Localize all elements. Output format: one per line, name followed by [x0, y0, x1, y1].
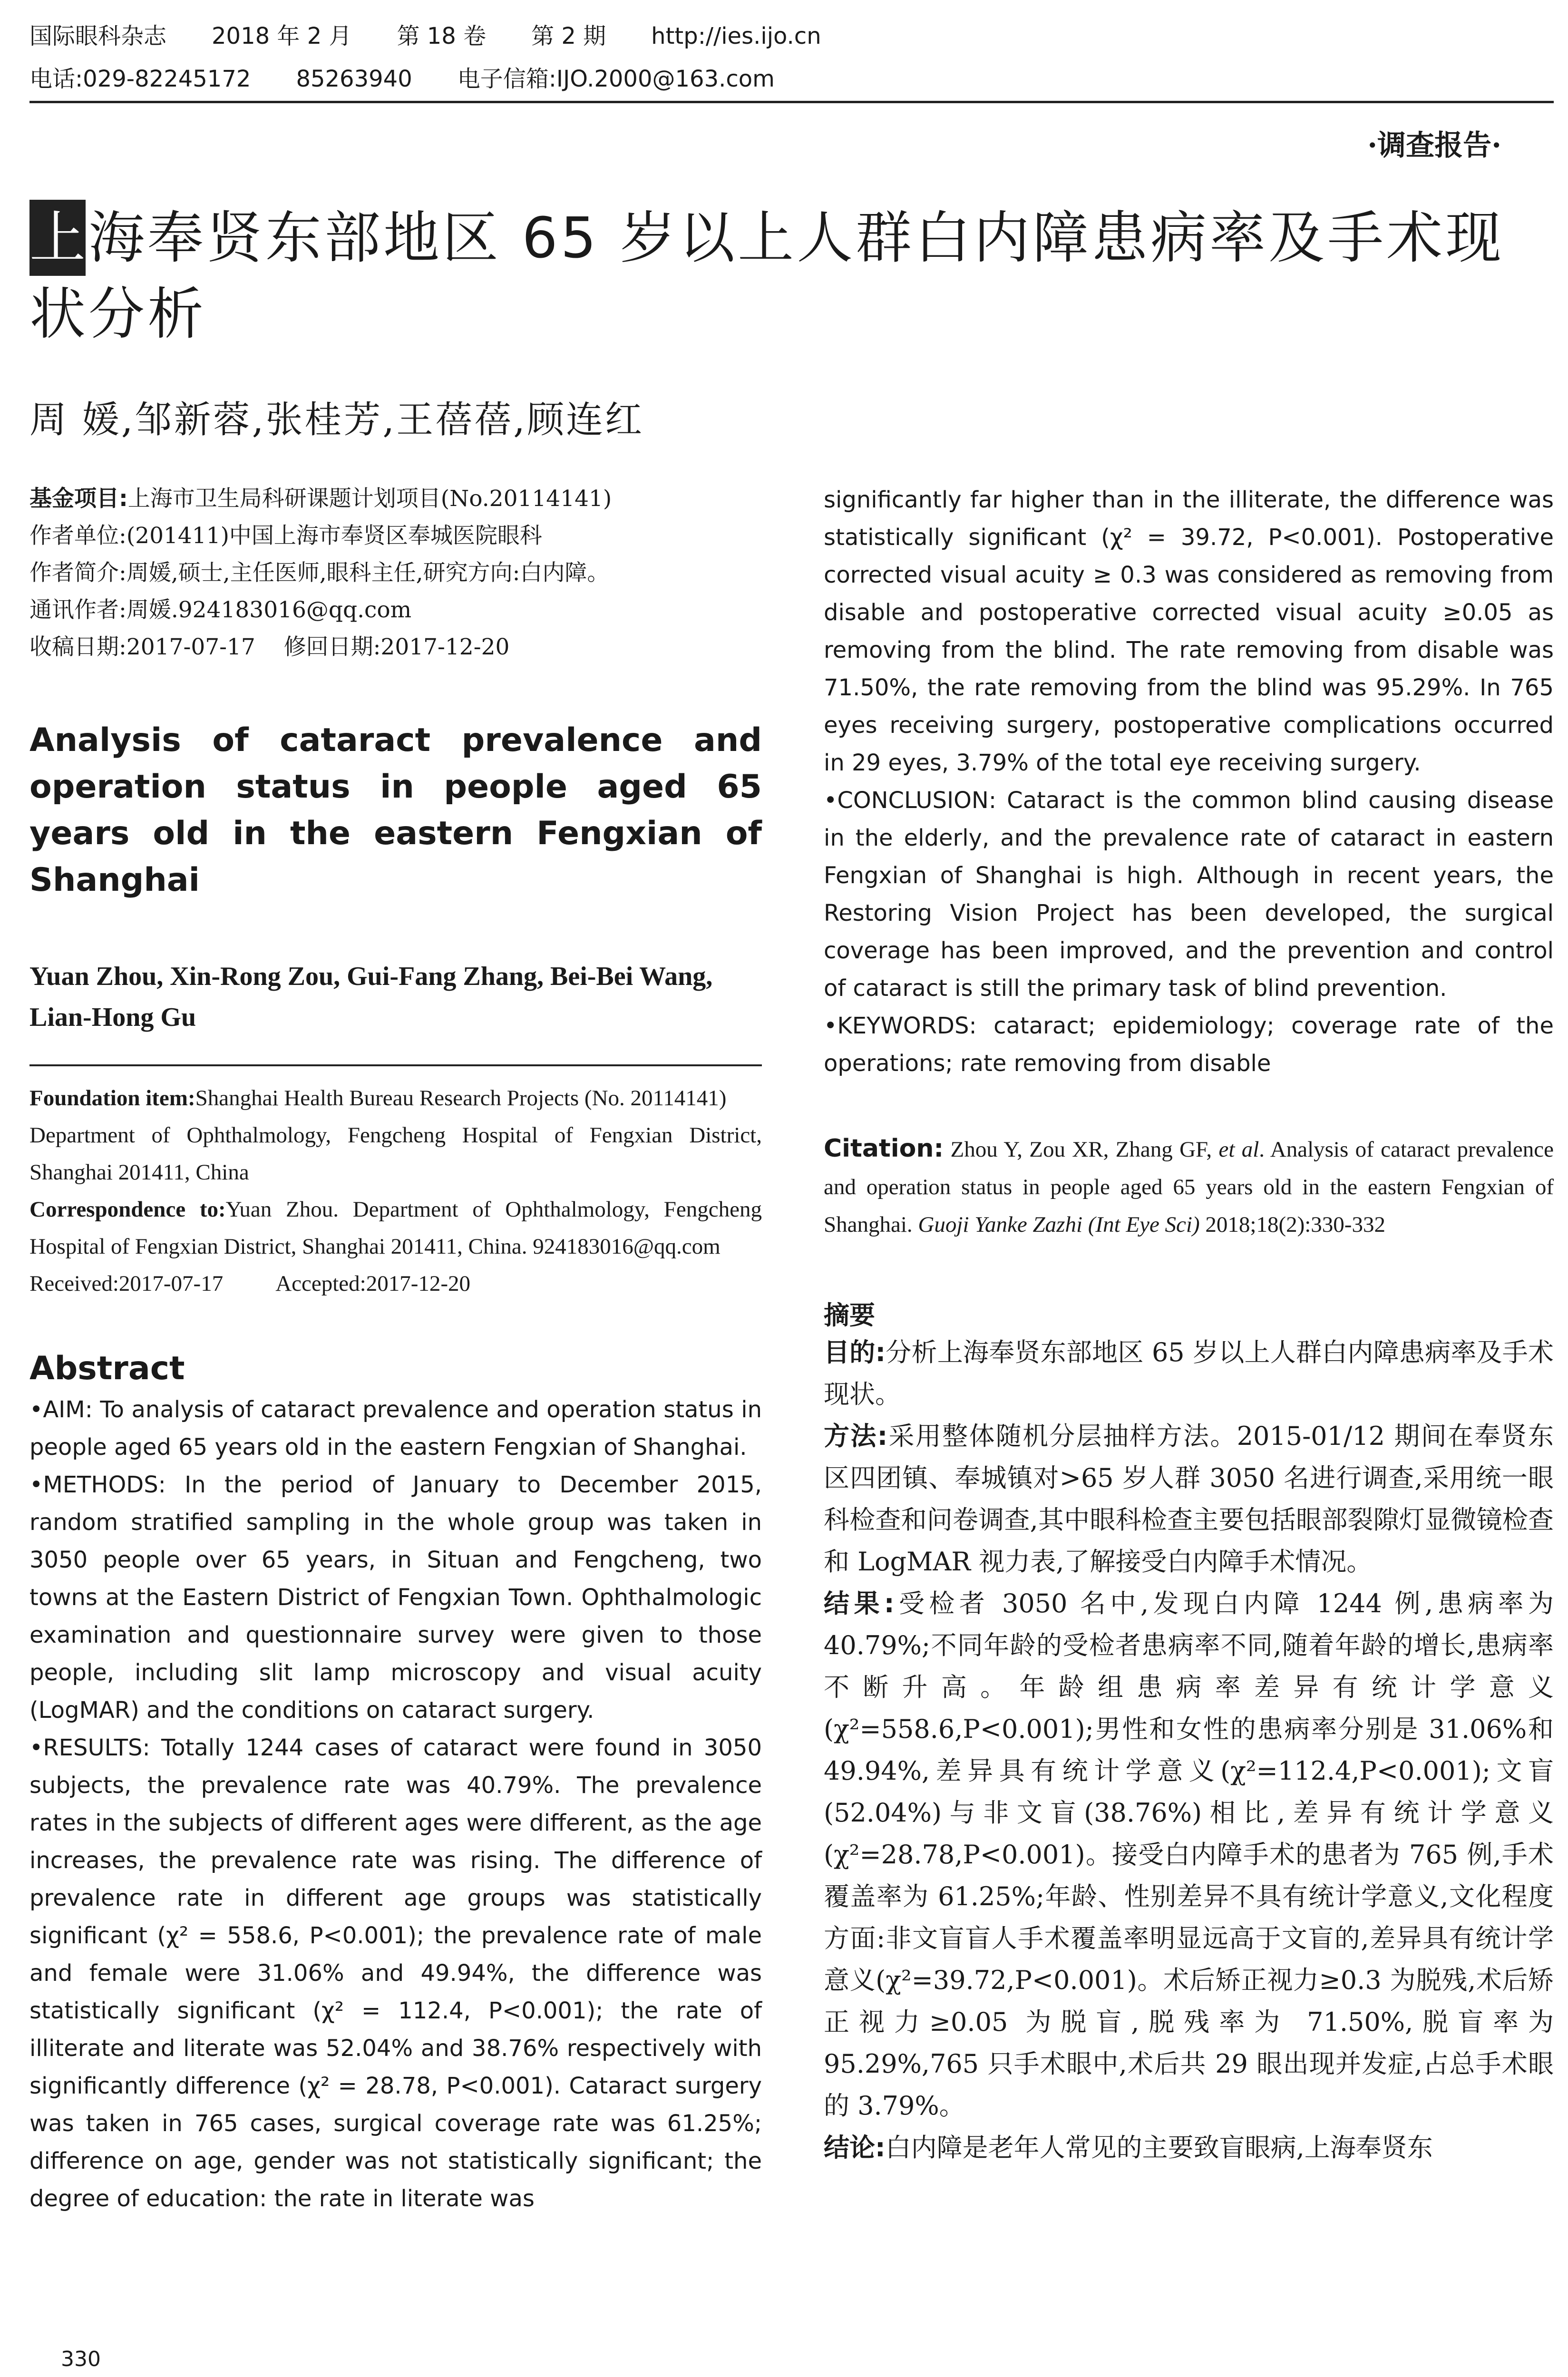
cn-abstract — [824, 1332, 1554, 2169]
issue-date: 2018 年 2 月 — [212, 23, 352, 49]
cn-abstract-conclusion: 结论:白内障是老年人常见的主要致盲眼病,上海奉贤东 — [824, 2133, 1433, 2163]
abstract-aim: •AIM: To analysis of cataract prevalence and operation status in people aged 65 years old in the eastern Fengxian of Shanghai. — [29, 1396, 762, 1461]
journal-name: 国际眼科杂志 — [29, 23, 167, 49]
email[interactable]: 电子信箱:IJO.2000@163.com — [457, 66, 775, 92]
section-tag: ·调查报告· — [1367, 129, 1501, 162]
fax: 85263940 — [296, 66, 412, 92]
page-number: 330 — [61, 2347, 101, 2371]
running-header-line2 — [29, 62, 820, 96]
right-column — [824, 481, 1554, 2169]
cn-abstract-methods: 方法:采用整体随机分层抽样方法。2015-01/12 期间在奉贤东区四团镇、奉城镇对>65 岁人群 3050 名进行调查,采用统一眼科检查和问卷调查,其中眼科检查主要包括眼部裂隙灯显微镜检查和 LogMAR 视力表,了解接受白内障手术情况。 — [824, 1421, 1554, 1577]
title-first-char: 上 — [29, 200, 86, 276]
meta-cn-bio: 作者简介:周媛,硕士,主任医师,眼科主任,研究方向:白内障。 — [29, 560, 610, 586]
journal-url[interactable]: http://ies.ijo.cn — [651, 23, 821, 49]
correspondence: Correspondence to:Yuan Zhou. Department of Ophthalmology, Fengcheng Hospital of Fengxian District, Shanghai 201411, China. 924183016@qq.com — [29, 1197, 762, 1259]
abstract-keywords: •KEYWORDS: cataract; epidemiology; coverage rate of the operations; rate removing from disable — [824, 1013, 1554, 1077]
cn-abstract-title: 摘要 — [824, 1300, 875, 1330]
authors-en: Yuan Zhou, Xin-Rong Zou, Gui-Fang Zhang, Bei-Bei Wang, Lian-Hong Gu — [29, 962, 713, 1032]
abstract-right — [824, 481, 1554, 1082]
meta-cn-affiliation: 作者单位:(201411)中国上海市奉贤区奉城医院眼科 — [29, 523, 542, 549]
meta-en — [29, 1080, 762, 1302]
received-accepted: Received:2017-07-17 Accepted:2017-12-20 — [29, 1271, 471, 1296]
cn-abstract-results: 结果:受检者 3050 名中,发现白内障 1244 例,患病率为 40.79%;不同年龄的受检者患病率不同,随着年龄的增长,患病率不断升高。年龄组患病率差异有统计学意义(χ²=558.6,P<0.001);男性和女性的患病率分别是 31.06%和 49.94%,差异具有统计学意义(χ²=112.4,P<0.001);文盲(52.04%)与非文盲(38.76%)相比,差异有统计学意义(χ²=28.78,P<0.001)。接受白内障手术的患者为 765 例,手术覆盖率为 61.25%;年龄、性别差异不具有统计学意义,文化程度方面:非文盲盲人手术覆盖率明显远高于文盲的,差异具有统计学意义(χ²=39.72,P<0.001)。术后矫正视力≥0.3 为脱残,术后矫正视力≥0.05 为脱盲,脱残率为 71.50%,脱盲率为 95.29%,765 只手术眼中,术后共 29 眼出现并发症,占总手术眼的 3.79%。 — [824, 1588, 1554, 2121]
title-cn-rest: 海奉贤东部地区 65 岁以上人群白内障患病率及手术现状分析 — [29, 205, 1505, 347]
phone: 电话:029-82245172 — [29, 66, 251, 92]
issue-number: 第 2 期 — [531, 23, 606, 49]
citation: Citation: Zhou Y, Zou XR, Zhang GF, et al. Analysis of cataract prevalence and operation status in people aged 65 years old in the eastern Fengxian of Shanghai. Guoji Yanke Zazhi (Int Eye Sci) 2018;18(2):330-332 — [824, 1134, 1554, 1237]
meta-cn-correspondence: 通讯作者:周媛.924183016@qq.com — [29, 597, 412, 623]
volume: 第 18 卷 — [397, 23, 487, 49]
abstract-left — [29, 1391, 762, 2218]
title-en: Analysis of cataract prevalence and operation status in people aged 65 years old in the eastern Fengxian of Shanghai — [29, 721, 762, 899]
foundation-item: Foundation item:Shanghai Health Bureau Research Projects (No. 20114141) — [29, 1086, 727, 1111]
abstract-title: Abstract — [29, 1350, 185, 1387]
department: Department of Ophthalmology, Fengcheng Hospital of Fengxian District, Shanghai 201411, China — [29, 1123, 762, 1185]
authors-cn: 周 媛,邹新蓉,张桂芳,王蓓蓓,顾连红 — [29, 399, 644, 441]
cn-abstract-aim: 目的:分析上海奉贤东部地区 65 岁以上人群白内障患病率及手术现状。 — [824, 1337, 1554, 1409]
abstract-results: •RESULTS: Totally 1244 cases of cataract were found in 3050 subjects, the prevalence rate was 40.79%. The prevalence rates in the subjects of different ages were different, as the age increases, the prevalence rate was rising. The difference of prevalence rate in different age groups was statistically significant (χ² = 558.6, P<0.001); the prevalence rate of male and female were 31.06% and 49.94%, the difference was statistically significant (χ² = 112.4, P<0.001); the rate of illiterate and literate was 52.04% and 38.76% respectively with significantly difference (χ² = 28.78, P<0.001). Cataract surgery was taken in 765 cases, surgical coverage rate was 61.25%; difference on age, gender was not statistically significant; the degree of education: the rate in literate was — [29, 1734, 762, 2212]
header-rule — [29, 101, 1554, 103]
running-header-line1 — [29, 19, 867, 53]
meta-cn-foundation: 基金项目:上海市卫生局科研课题计划项目(No.20114141) — [29, 486, 612, 512]
left-column — [29, 480, 762, 2218]
abstract-methods: •METHODS: In the period of January to December 2015, random stratified sampling in the whole group was taken in 3050 people over 65 years, in Situan and Fengcheng, two towns at the Eastern District of Fengxian Town. Ophthalmologic examination and questionnaire survey were given to those people, including slit lamp microscopy and visual acuity (LogMAR) and the conditions on cataract surgery. — [29, 1471, 762, 1724]
author-rule — [29, 1064, 762, 1066]
abstract-conclusion: •CONCLUSION: Cataract is the common blind causing disease in the elderly, and the prevalence rate of cataract in eastern Fengxian of Shanghai is high. Although in recent years, the Restoring Vision Project has been developed, the surgical coverage has been improved, and the prevention and control of cataract is still the primary task of blind prevention. — [824, 787, 1554, 1002]
abstract-results-cont: significantly far higher than in the illiterate, the difference was statistically significant (χ² = 39.72, P<0.001). Postoperative corrected visual acuity ≥ 0.3 was considered as removing from disable and postoperative corrected visual acuity ≥0.05 as removing from the blind. The rate removing from disable was 71.50%, the rate removing from the blind was 95.29%. In 765 eyes receiving surgery, postoperative complications occurred in 29 eyes, 3.79% of the total eye receiving surgery. — [824, 487, 1554, 776]
meta-cn-dates: 收稿日期:2017-07-17 修回日期:2017-12-20 — [29, 634, 510, 660]
meta-cn — [29, 480, 762, 666]
title-cn — [29, 200, 1542, 352]
